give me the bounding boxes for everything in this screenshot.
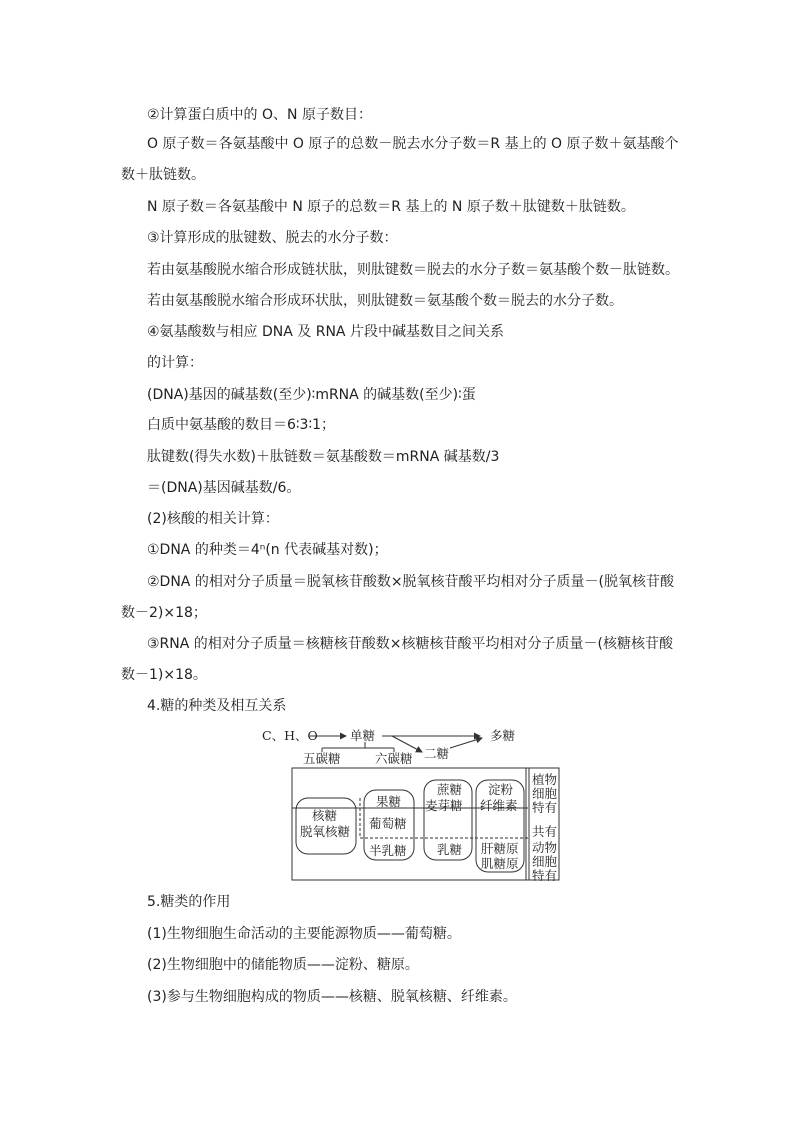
ribose-label: 核糖 bbox=[312, 808, 338, 823]
text-line-p1: ②计算蛋白质中的 O、N 原子数目： bbox=[147, 107, 372, 123]
animal-label-3: 特有 bbox=[532, 868, 558, 883]
text-line-p18: ③RNA 的相对分子质量＝核糖核苷酸数×核糖核苷酸平均相对分子质量－(核糖核苷酸 bbox=[147, 636, 673, 652]
text-line-p9: 的计算： bbox=[147, 355, 203, 371]
deoxyribose-label: 脱氧核糖 bbox=[300, 824, 351, 839]
text-line-p5: ③计算形成的肽键数、脱去的水分子数： bbox=[147, 230, 398, 246]
common-label: 共有 bbox=[532, 824, 558, 839]
arrow-mono-to-di bbox=[392, 736, 422, 752]
polysaccharide-label: 多糖 bbox=[490, 728, 516, 743]
text-line-p24: (3)参与生物细胞构成的物质——核糖、脱氧核糖、纤维素。 bbox=[147, 989, 517, 1005]
disaccharide-label: 二糖 bbox=[424, 746, 450, 761]
plant-label-1: 植物 bbox=[532, 772, 558, 787]
text-line-p2: O 原子数＝各氨基酸中 O 原子的总数－脱去水分子数＝R 基上的 O 原子数＋氨基酸个 bbox=[147, 136, 679, 152]
text-line-p7: 若由氨基酸脱水缩合形成环状肽，则肽键数＝氨基酸个数＝脱去的水分子数。 bbox=[147, 293, 623, 309]
text-line-p19: 数－1)×18。 bbox=[121, 667, 207, 683]
maltose-label: 麦芽糖 bbox=[425, 798, 463, 813]
sugar-relationship-diagram bbox=[262, 724, 562, 884]
text-line-p3: 数＋肽链数。 bbox=[121, 167, 205, 183]
elements-label: C、H、O bbox=[262, 728, 318, 743]
text-line-p20: 4.糖的种类及相互关系 bbox=[147, 698, 287, 714]
glucose-label: 葡萄糖 bbox=[369, 816, 407, 831]
text-line-p4: N 原子数＝各氨基酸中 N 原子的总数＝R 基上的 N 原子数＋肽键数＋肽链数。 bbox=[147, 199, 635, 215]
text-line-p6: 若由氨基酸脱水缩合形成链状肽，则肽键数＝脱去的水分子数＝氨基酸个数－肽链数。 bbox=[147, 262, 679, 278]
text-line-p21: 5.糖类的作用 bbox=[147, 894, 231, 910]
starch-label: 淀粉 bbox=[488, 782, 514, 797]
text-line-p17: 数－2)×18； bbox=[121, 605, 207, 621]
text-line-p23: (2)生物细胞中的储能物质——淀粉、糖原。 bbox=[147, 957, 419, 973]
glycogen-muscle-label: 肌糖原 bbox=[481, 856, 519, 871]
hexose-label: 六碳糖 bbox=[375, 751, 413, 766]
monosaccharide-label: 单糖 bbox=[350, 728, 376, 743]
plant-label-2: 细胞 bbox=[532, 786, 558, 801]
text-line-p8: ④氨基酸数与相应 DNA 及 RNA 片段中碱基数目之间关系 bbox=[147, 324, 504, 340]
plant-label-3: 特有 bbox=[532, 800, 558, 815]
galactose-label: 半乳糖 bbox=[369, 843, 407, 858]
animal-label-2: 细胞 bbox=[532, 854, 558, 869]
fructose-label: 果糖 bbox=[376, 794, 402, 809]
cellulose-label: 纤维素 bbox=[480, 798, 518, 813]
text-line-p22: (1)生物细胞生命活动的主要能源物质——葡萄糖。 bbox=[147, 926, 461, 942]
text-line-p11: 白质中氨基酸的数目＝6∶3∶1； bbox=[147, 417, 336, 433]
text-line-p12: 肽键数(得失水数)＋肽链数＝氨基酸数＝mRNA 碱基数/3 bbox=[147, 449, 500, 465]
text-line-p14: (2)核酸的相关计算： bbox=[147, 511, 279, 527]
pentose-label: 五碳糖 bbox=[303, 751, 341, 766]
animal-label-1: 动物 bbox=[532, 840, 558, 855]
glycogen-liver-label: 肝糖原 bbox=[481, 841, 519, 856]
text-line-p13: ＝(DNA)基因碱基数/6。 bbox=[147, 480, 301, 496]
text-line-p16: ②DNA 的相对分子质量＝脱氧核苷酸数×脱氧核苷酸平均相对分子质量－(脱氧核苷酸 bbox=[147, 574, 675, 590]
sucrose-label: 蔗糖 bbox=[437, 782, 463, 797]
lactose-label: 乳糖 bbox=[437, 842, 463, 857]
arrow-di-to-poly bbox=[450, 738, 482, 748]
text-line-p10: (DNA)基因的碱基数(至少)∶mRNA 的碱基数(至少)∶蛋 bbox=[147, 387, 476, 403]
text-line-p15: ①DNA 的种类＝4ⁿ(n 代表碱基对数)； bbox=[147, 542, 388, 558]
